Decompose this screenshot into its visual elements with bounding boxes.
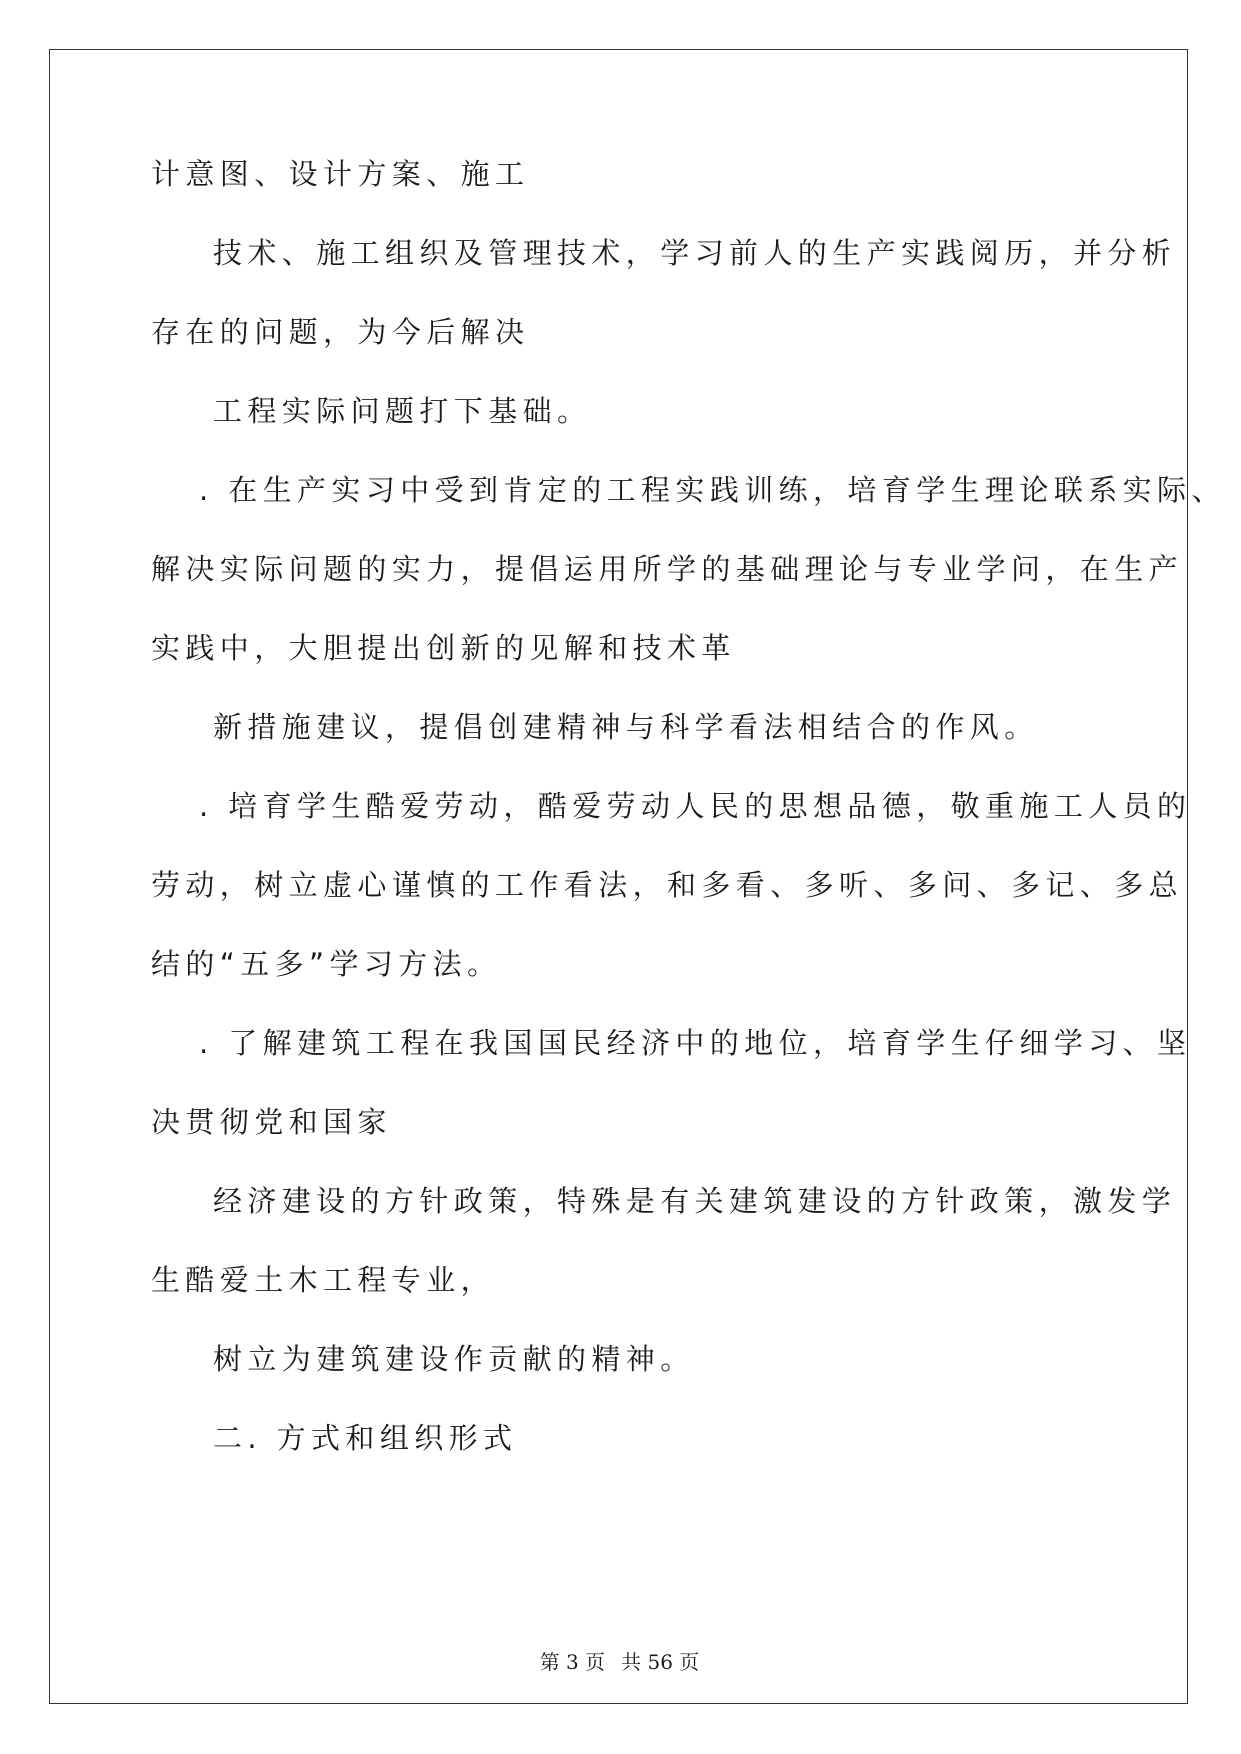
text-line: 树立为建筑建设作贡献的精神。: [213, 1342, 695, 1376]
text-line: 工程实际问题打下基础。: [213, 394, 592, 428]
text-line: 结的“五多”学习方法。: [151, 947, 502, 981]
text-line: 解决实际问题的实力，提倡运用所学的基础理论与专业学问，在生产: [151, 552, 1184, 586]
text-line: . 在生产实习中受到肯定的工程实践训练，培育学生理论联系实际、: [199, 473, 1226, 507]
text-line: . 了解建筑工程在我国国民经济中的地位，培育学生仔细学习、坚: [199, 1026, 1192, 1060]
text-line: 决贯彻党和国家: [151, 1105, 392, 1139]
text-line: 技术、施工组织及管理技术，学习前人的生产实践阅历，并分析: [213, 236, 1177, 270]
page-footer: [50, 1649, 1189, 1675]
text-line: 计意图、设计方案、施工: [151, 157, 530, 191]
page-number: 第 3 页: [539, 1650, 606, 1674]
text-line: 劳动，树立虚心谨慎的工作看法，和多看、多听、多问、多记、多总: [151, 868, 1184, 902]
text-line: 生酷爱土木工程专业，: [151, 1263, 496, 1297]
text-line: 存在的问题，为今后解决: [151, 315, 530, 349]
page-total: 共 56 页: [621, 1650, 700, 1674]
text-line: 实践中，大胆提出创新的见解和技术革: [151, 631, 736, 665]
page-frame: [49, 49, 1226, 1704]
text-line: . 培育学生酷爱劳动，酷爱劳动人民的思想品德，敬重施工人员的: [199, 789, 1192, 823]
section-heading: 二. 方式和组织形式: [213, 1421, 518, 1455]
text-line: 新措施建议，提倡创建精神与科学看法相结合的作风。: [213, 710, 1039, 744]
text-line: 经济建设的方针政策，特殊是有关建筑建设的方针政策，激发学: [213, 1184, 1177, 1218]
